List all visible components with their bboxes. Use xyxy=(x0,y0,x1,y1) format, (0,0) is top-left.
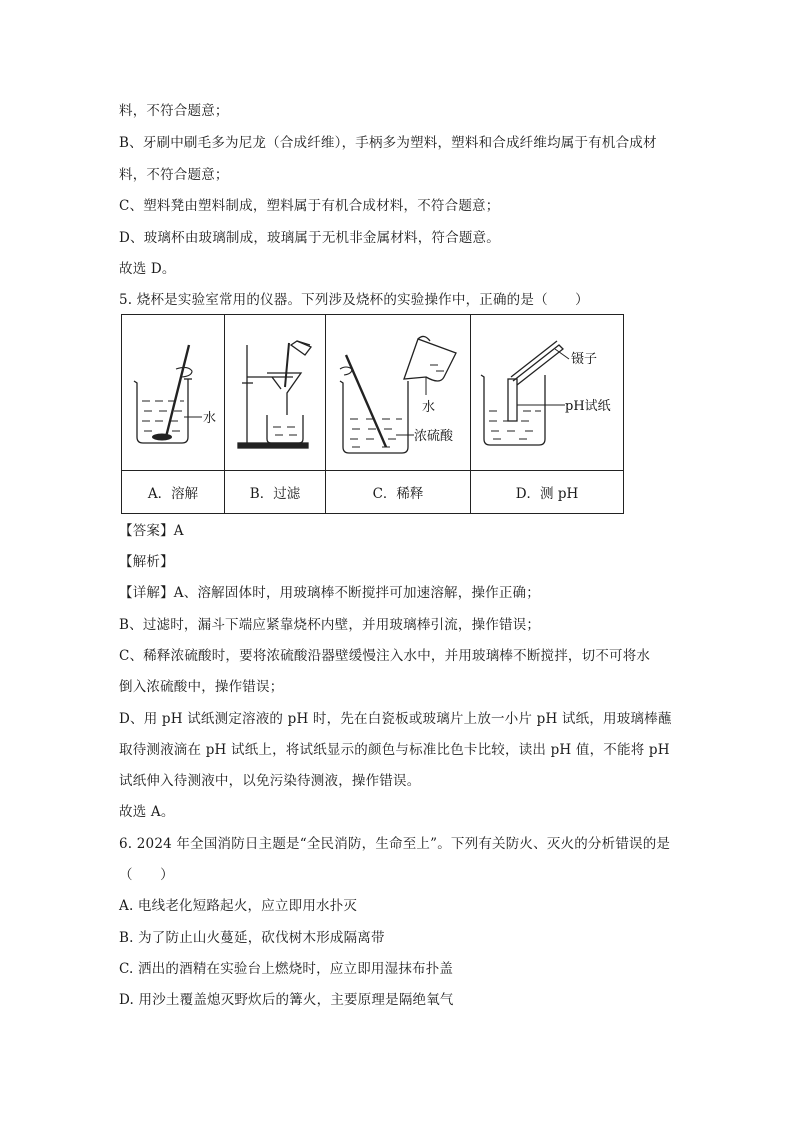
label-concentrated-sulfuric-acid: 浓硫酸 xyxy=(414,429,454,444)
text-line: 试纸伸入待测液中，以免污染待测液，操作错误。 xyxy=(119,773,421,789)
solid-sample xyxy=(152,434,172,441)
label-ph-paper: pH试纸 xyxy=(565,399,611,414)
caption-a: A．溶解 xyxy=(122,471,225,514)
text-line: D、玻璃杯由玻璃制成，玻璃属于无机非金属材料，符合题意。 xyxy=(119,230,500,246)
figure-b-cell xyxy=(225,315,326,471)
text-line: 料，不符合题意； xyxy=(119,167,229,183)
dilution-illustration xyxy=(326,315,470,470)
label-water: 水 xyxy=(203,411,217,426)
text-line: B、过滤时，漏斗下端应紧靠烧杯内壁，并用玻璃棒引流，操作错误； xyxy=(119,617,541,633)
label-water: 水 xyxy=(422,400,436,415)
glass-rod xyxy=(166,345,189,437)
option-d: D. 用沙土覆盖熄灭野炊后的篝火，主要原理是隔绝氧气 xyxy=(119,992,454,1008)
figure-table xyxy=(121,314,624,514)
option-c: C. 洒出的酒精在实验台上燃烧时，应立即用湿抹布扑盖 xyxy=(119,961,454,977)
option-a: A. 电线老化短路起火，应立即用水扑灭 xyxy=(119,898,358,914)
caption-d: D．测 pH xyxy=(471,471,624,514)
text-line: 料，不符合题意； xyxy=(119,103,229,119)
dissolve-illustration xyxy=(122,315,224,470)
ph-test-illustration xyxy=(471,315,623,470)
text-line: C、塑料凳由塑料制成，塑料属于有机合成材料，不符合题意； xyxy=(119,198,500,214)
label-tweezers: 镊子 xyxy=(571,352,598,367)
question-6-stem: 6. 2024 年全国消防日主题是“全民消防，生命至上”。下列有关防火、灭火的分析错误的是 xyxy=(119,836,671,852)
caption-b: B．过滤 xyxy=(225,471,326,514)
text-line: （ ） xyxy=(119,867,174,883)
text-line: 【详解】A、溶解固体时，用玻璃棒不断搅拌可加速溶解，操作正确； xyxy=(119,585,540,601)
text-line: C、稀释浓硫酸时，要将浓硫酸沿器壁缓慢注入水中，并用玻璃棒不断搅拌，切不可将水 xyxy=(119,648,651,664)
text-line: 故选 D。 xyxy=(119,261,176,277)
figure-a-cell xyxy=(122,315,225,471)
answer-line: 【答案】A xyxy=(119,523,184,539)
figure-c-cell xyxy=(326,315,471,471)
text-line: 取待测液滴在 pH 试纸上，将试纸显示的颜色与标准比色卡比较，读出 pH 值，不能将 pH xyxy=(119,742,670,758)
liquid-dashes xyxy=(142,401,184,431)
text-line: D、用 pH 试纸测定溶液的 pH 时，先在白瓷板或玻璃片上放一小片 pH 试纸，用玻璃棒蘸 xyxy=(119,711,672,727)
filtration-illustration xyxy=(225,315,325,470)
text-line: 倒入浓硫酸中，操作错误； xyxy=(119,679,284,695)
text-line: B、牙刷中刷毛多为尼龙（合成纤维），手柄多为塑料，塑料和合成纤维均属于有机合成材 xyxy=(119,135,657,151)
option-b: B. 为了防止山火蔓延，砍伐树木形成隔离带 xyxy=(119,930,385,946)
question-5-stem: 5. 烧杯是实验室常用的仪器。下列涉及烧杯的实验操作中，正确的是（ ） xyxy=(119,292,589,308)
text-line: 故选 A。 xyxy=(119,804,175,820)
analysis-heading: 【解析】 xyxy=(119,554,174,570)
caption-c: C．稀释 xyxy=(326,471,471,514)
figure-d-cell xyxy=(471,315,624,471)
